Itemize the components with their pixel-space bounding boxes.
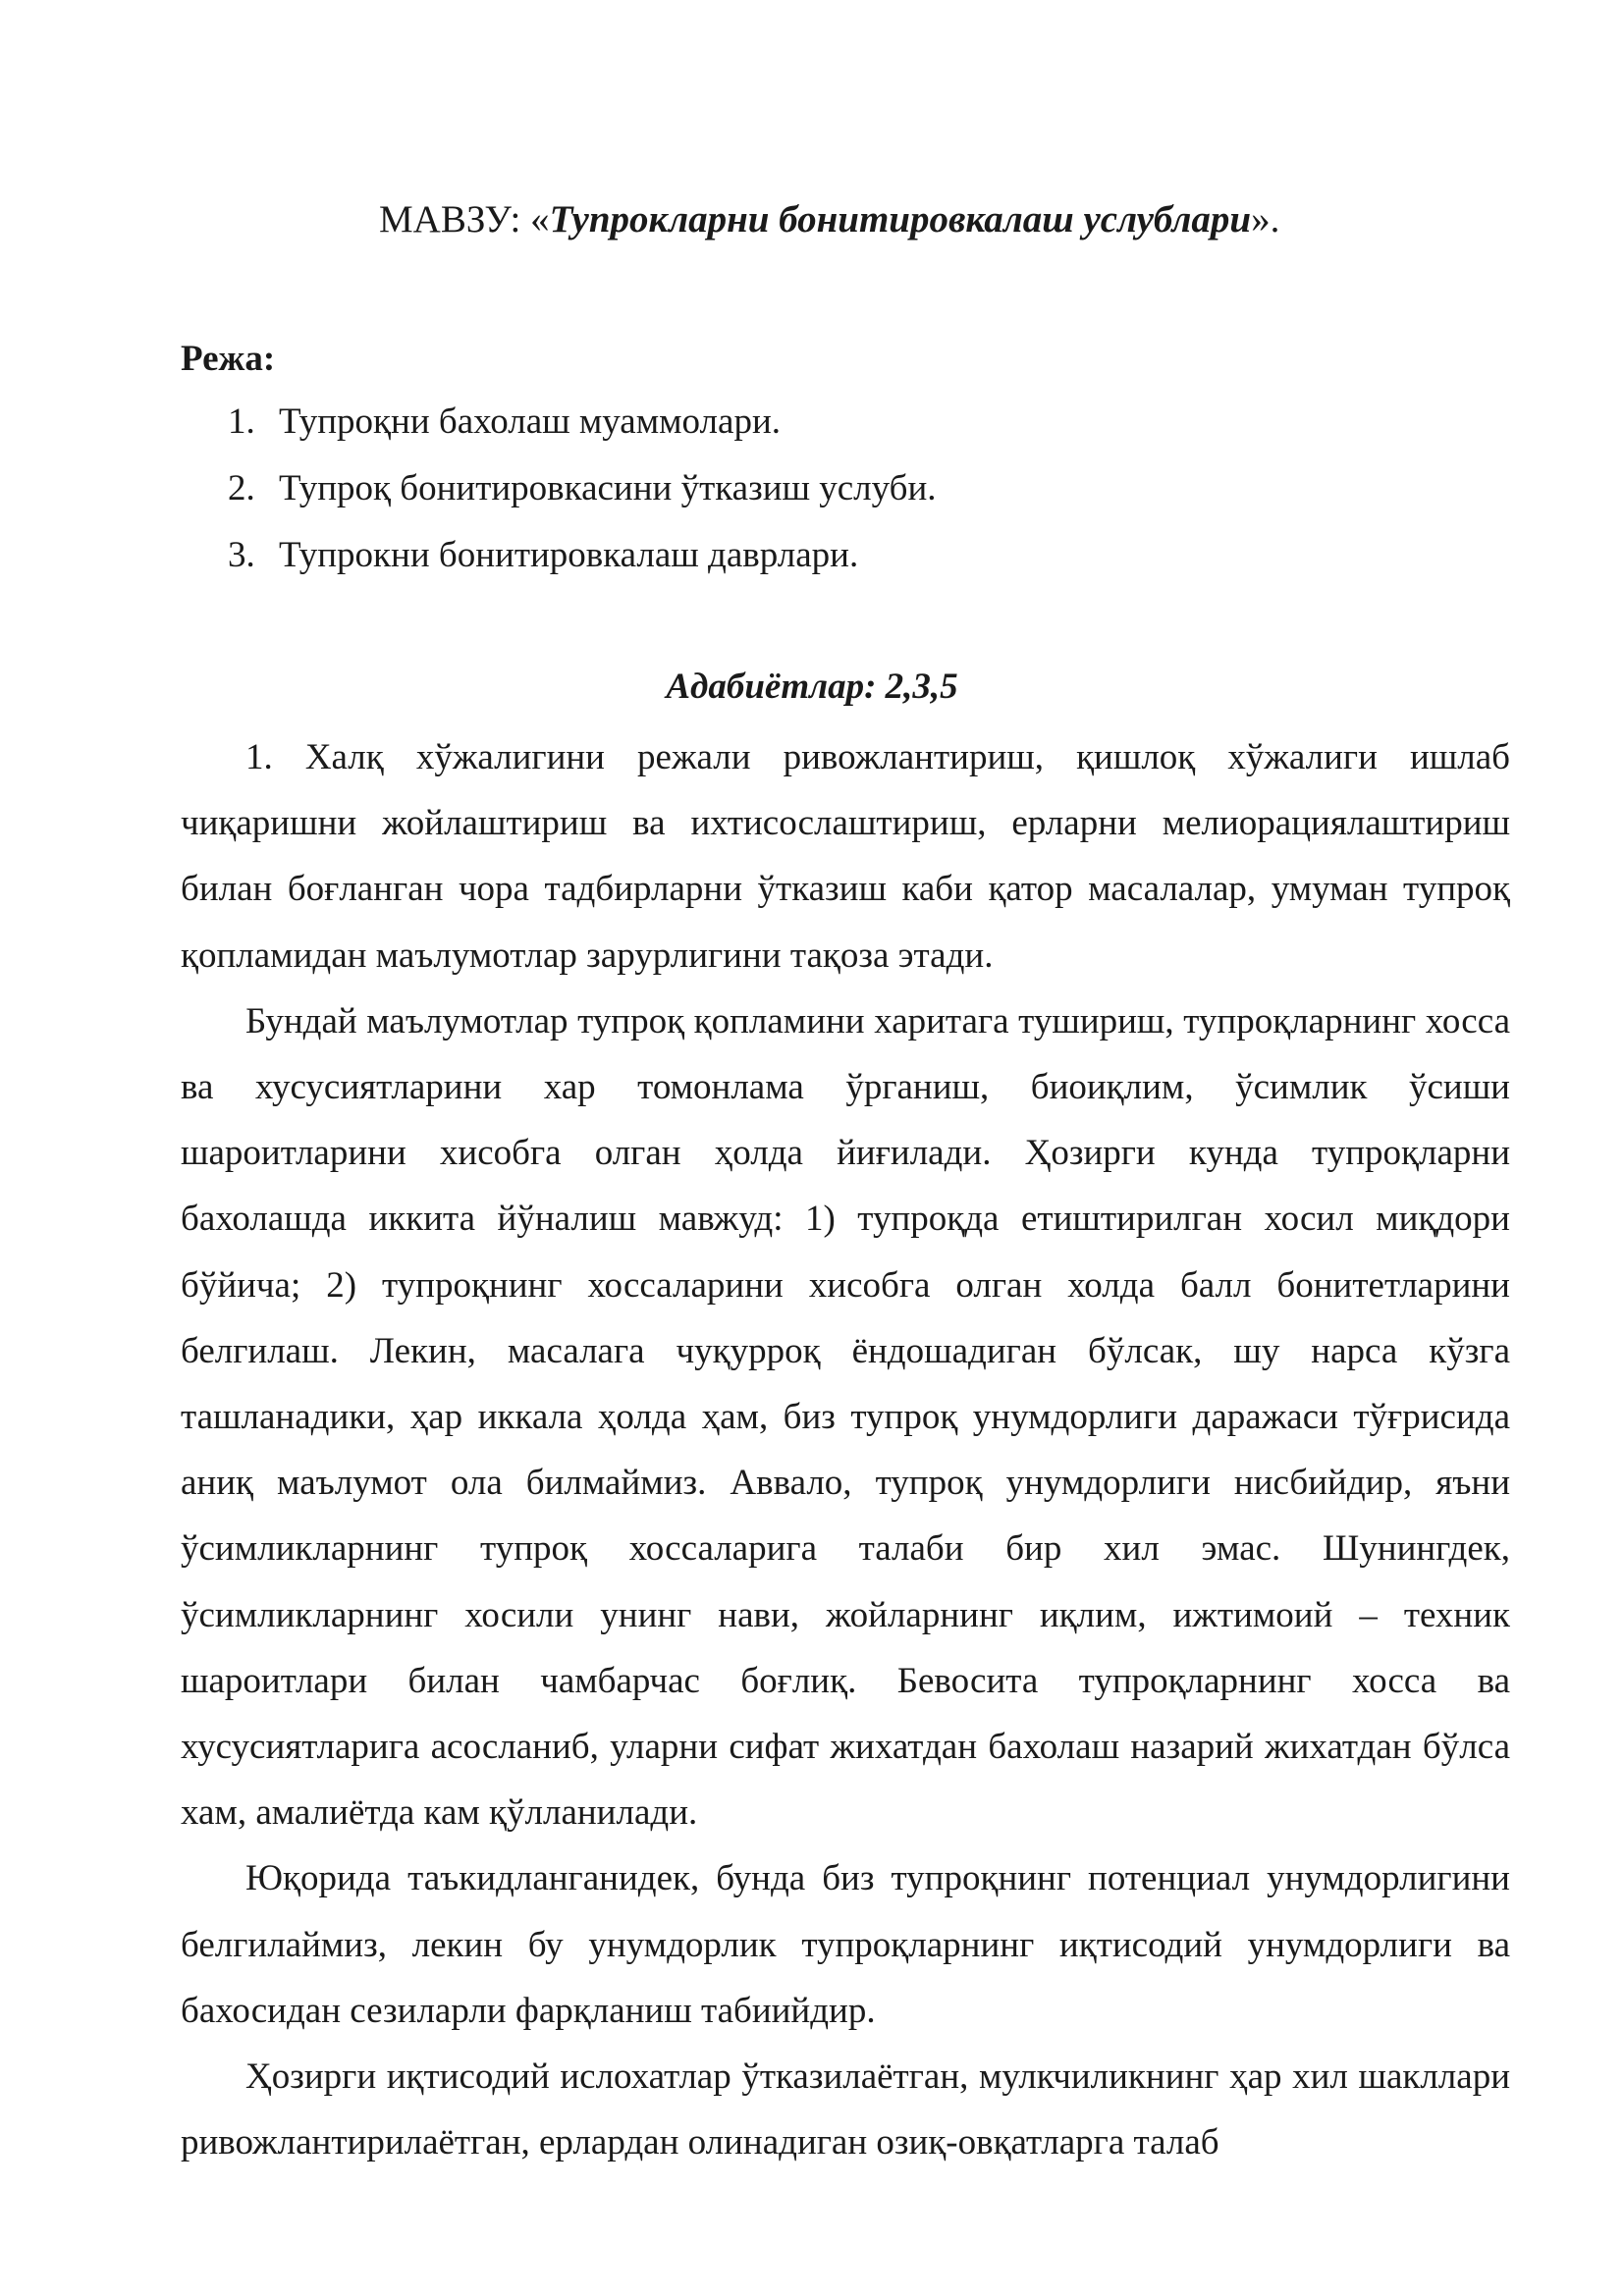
paragraph: Юқорида таъкидланганидек, бунда биз тупроқнинг потенциал унумдорлигини белгилаймиз, лекин бу унумдорлик тупроқларнинг иқтисодий унумдорлиги ва бахосидан сезиларли фарқланиш табиийдир. [181, 1858, 1510, 2031]
paragraph: Ҳозирги иқтисодий ислохатлар ўтказилаётган, мулкчиликнинг ҳар хил шакллари ривожлантирилаётган, ерлардан олинадиган озиқ-овқатларга талаб [181, 2056, 1510, 2163]
plan-item-text: Тупрокни бонитировкалаш даврлари. [279, 535, 859, 575]
references-line: Адабиётлар: 2,3,5 [666, 667, 958, 707]
plan-heading: Режа: [181, 339, 276, 379]
plan-item [228, 395, 937, 461]
page-title [379, 192, 1279, 247]
plan-item-number: 3. [228, 535, 255, 575]
title-prefix: МАВЗУ: « [379, 198, 550, 240]
title-topic: Тупрокларни бонитировкалаш услублари [549, 198, 1252, 240]
title-suffix: ». [1251, 198, 1280, 240]
plan-list [228, 395, 937, 595]
plan-item-text: Тупроқ бонитировкасини ўтказиш услуби. [279, 468, 937, 508]
paragraph: Бундай маълумотлар тупроқ қопламини харитага тушириш, тупроқларнинг хосса ва хусусиятларини хар томонлама ўрганиш, биоиқлим, ўсимлик ўсиши шароитларини хисобга олган ҳолда йиғилади. Ҳозирги кунда тупроқларни бахолашда иккита йўналиш мавжуд: 1) тупроқда етиштирилган хосил миқдори бўйича; 2) тупроқнинг хоссаларини хисобга олган холда балл бонитетларини белгилаш. Лекин, масалага чуқурроқ ёндошадиган бўлсак, шу нарса кўзга ташланадики, ҳар иккала ҳолда ҳам, биз тупроқ унумдорлиги даражаси тўғрисида аниқ маълумот ола билмаймиз. Аввало, тупроқ унумдорлиги нисбийдир, яъни ўсимликларнинг тупроқ хоссаларига талаби бир хил эмас. Шунингдек, ўсимликларнинг хосили унинг нави, жойларнинг иқлим, ижтимоий – техник шароитлари билан чамбарчас боғлиқ. Бевосита тупроқларнинг хосса ва хусусиятларига асосланиб, уларни сифат жихатдан бахолаш назарий жихатдан бўлса хам, амалиётда кам қўлланилади. [181, 1000, 1510, 1834]
body-text [181, 724, 1510, 2175]
plan-item-number: 2. [228, 468, 255, 508]
paragraph: 1. Халқ хўжалигини режали ривожлантириш, қишлоқ хўжалиги ишлаб чиқаришни жойлаштириш ва ихтисослаштириш, ерларни мелиорациялаштириш билан боғланган чора тадбирларни ўтказиш каби қатор масалалар, умуман тупроқ қопламидан маълумотлар зарурлигини тақоза этади. [181, 737, 1510, 976]
plan-item [228, 461, 937, 528]
plan-item [228, 528, 937, 595]
plan-item-number: 1. [228, 401, 255, 442]
plan-item-text: Тупроқни бахолаш муаммолари. [279, 401, 781, 442]
